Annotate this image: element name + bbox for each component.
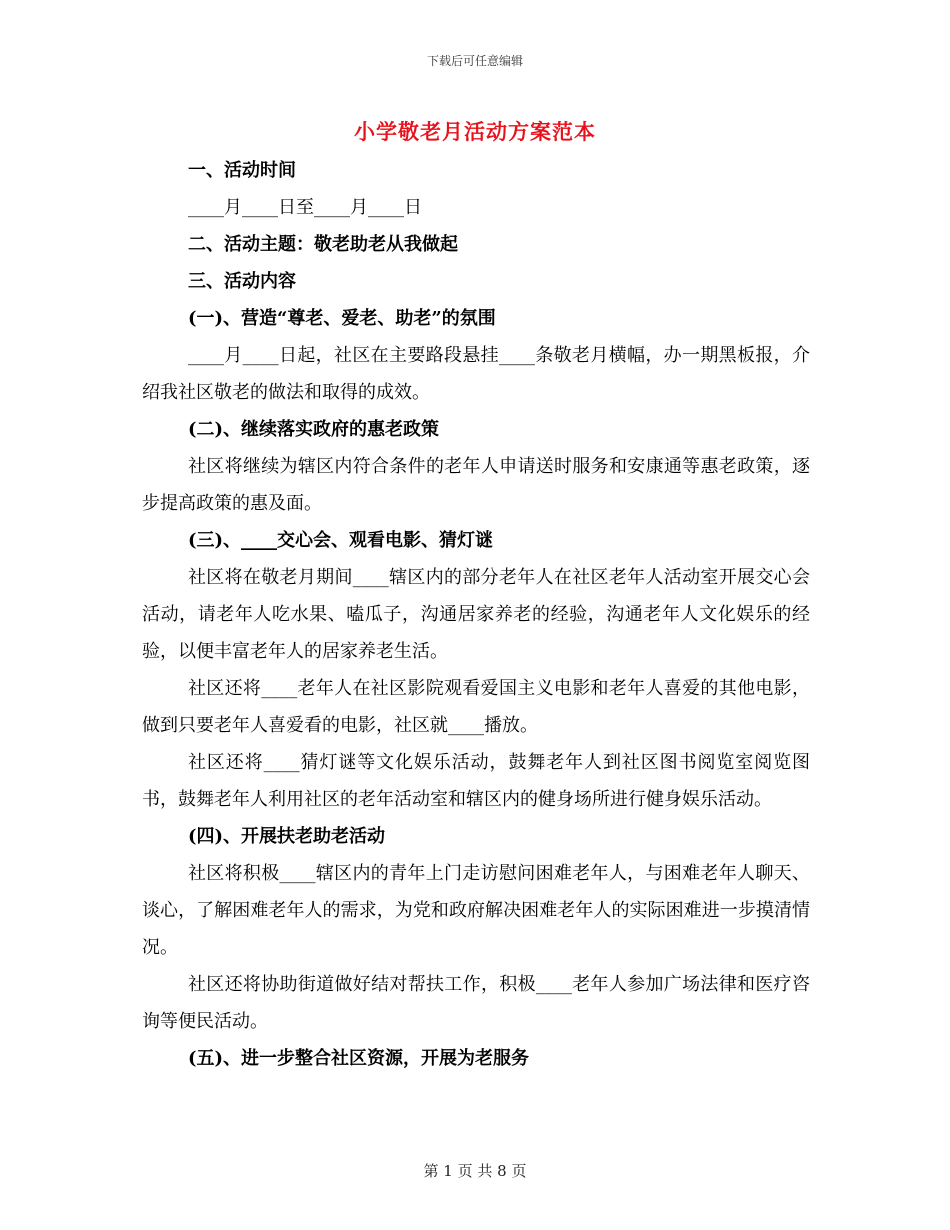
subheading-3: (三)、____交心会、观看电影、猜灯谜: [188, 530, 494, 551]
paragraph-1: ____月____日起，社区在主要路段悬挂____条敬老月横幅，办一期黑板报，介绍我社区敬老的做法和取得的成效。: [142, 345, 810, 403]
subheading-2: (二)、继续落实政府的惠老政策: [188, 419, 440, 440]
paragraph-2: 社区将继续为辖区内符合条件的老年人申请送时服务和安康通等惠老政策，逐步提高政策的惠及面。: [142, 456, 810, 514]
paragraph-3b: 社区还将____老年人在社区影院观看爱国主义电影和老年人喜爱的其他电影，做到只要老年人喜爱看的电影，社区就____播放。: [142, 678, 810, 736]
section-heading-theme: 二、活动主题：敬老助老从我做起: [188, 234, 458, 255]
paragraph-4b: 社区还将协助街道做好结对帮扶工作，积极____老年人参加广场法律和医疗咨询等便民活动。: [142, 974, 810, 1032]
document-body: [142, 152, 810, 1077]
section-heading-content: 三、活动内容: [188, 271, 296, 292]
subheading-1: (一)、营造“尊老、爱老、助老”的氛围: [188, 308, 496, 329]
document-title: 小学敬老月活动方案范本: [354, 119, 596, 144]
subheading-5: (五)、进一步整合社区资源，开展为老服务: [188, 1048, 530, 1069]
paragraph-3a: 社区将在敬老月期间____辖区内的部分老年人在社区老年人活动室开展交心会活动，请老年人吃水果、嗑瓜子，沟通居家养老的经验，沟通老年人文化娱乐的经验，以便丰富老年人的居家养老生活。: [142, 567, 810, 662]
paragraph-date-range: ____月____日至____月____日: [188, 197, 422, 218]
paragraph-4a: 社区将积极____辖区内的青年上门走访慰问困难老年人，与困难老年人聊天、谈心，了解困难老年人的需求，为党和政府解决困难老年人的实际困难进一步摸清情况。: [142, 863, 810, 958]
page-footer: 第 1 页 共 8 页: [423, 1162, 527, 1180]
section-heading-activity-time: 一、活动时间: [188, 160, 296, 181]
subheading-4: (四)、开展扶老助老活动: [188, 826, 386, 847]
header-note: 下载后可任意编辑: [426, 54, 523, 68]
paragraph-3c: 社区还将____猜灯谜等文化娱乐活动，鼓舞老年人到社区图书阅览室阅览图书，鼓舞老年人利用社区的老年活动室和辖区内的健身场所进行健身娱乐活动。: [142, 752, 810, 810]
